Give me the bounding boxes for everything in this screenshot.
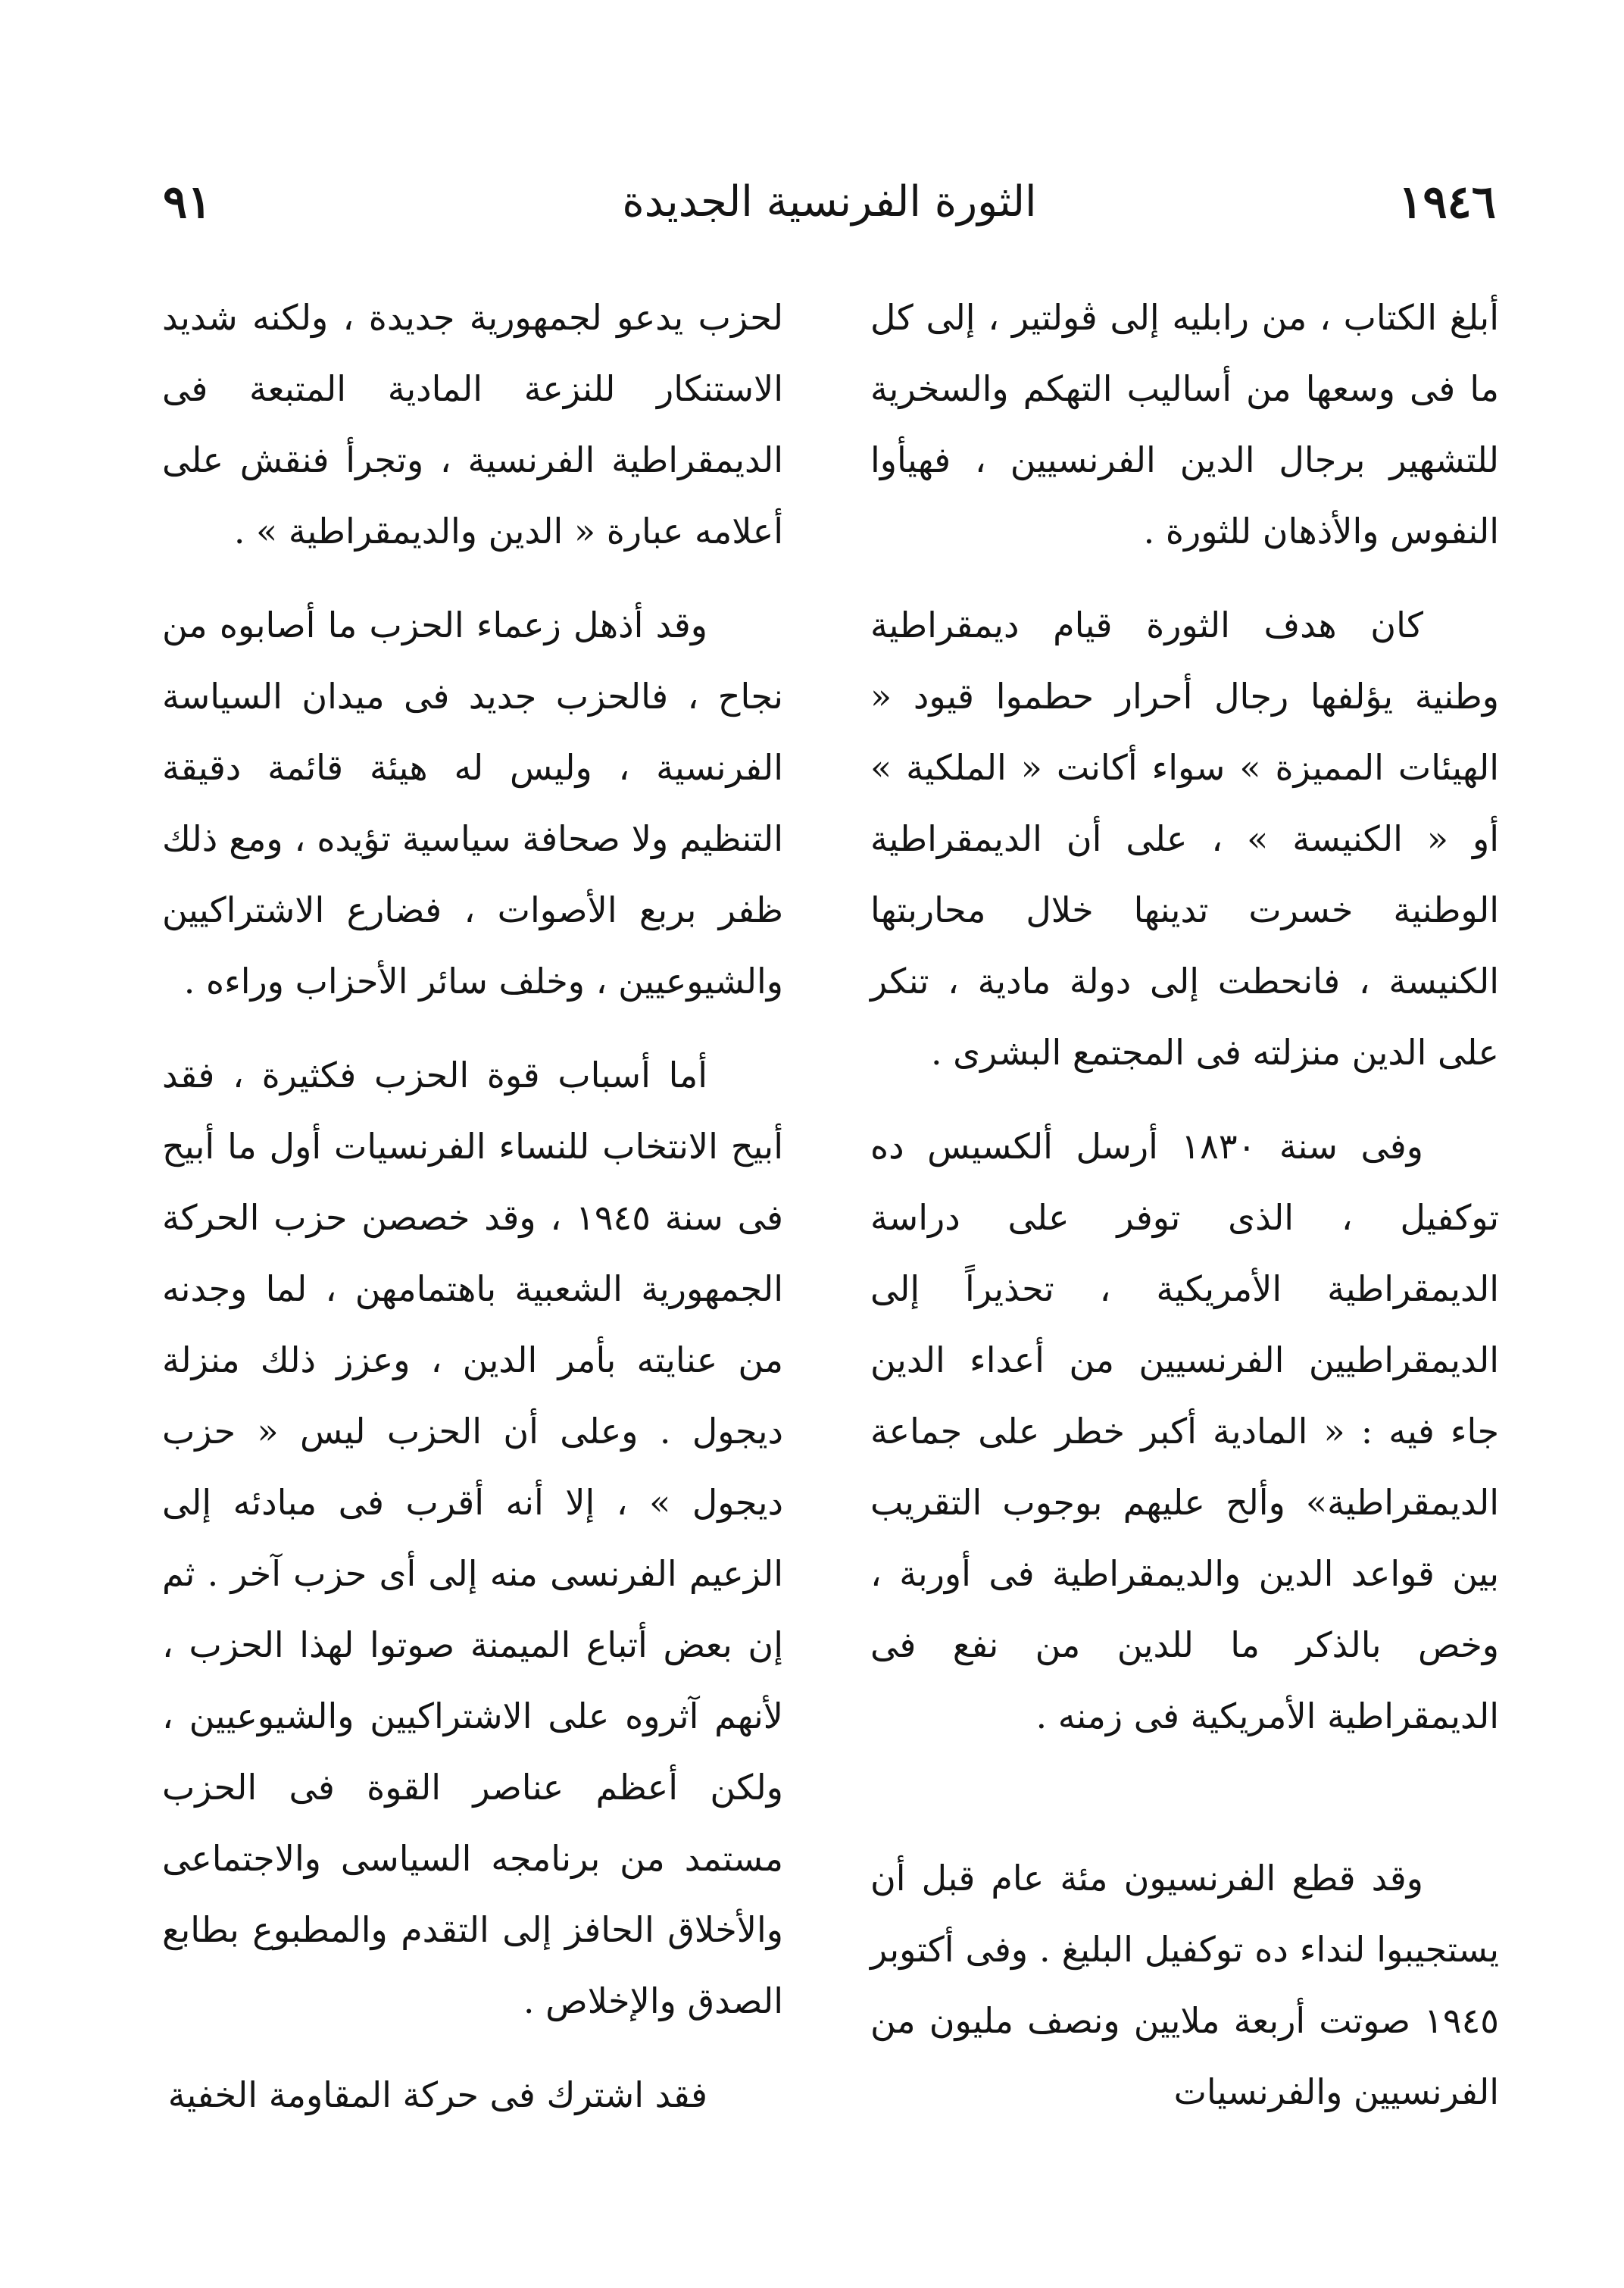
page-number: ٩١ xyxy=(163,176,212,229)
running-title: الثورة الفرنسية الجديدة xyxy=(622,177,1037,227)
paragraph: وقد قطع الفرنسيون مئة عام قبل أن يستجيبوا لنداء ده توكفيل البليغ . وفى أكتوبر ١٩٤٥ صوتت أربعة ملايين ونصف مليون من الفرنسيين والفرنسيات xyxy=(870,1858,1499,2112)
right-column xyxy=(870,282,1499,2127)
header-year: ١٩٤٦ xyxy=(1398,176,1496,229)
paragraph: أما أسباب قوة الحزب فكثيرة ، فقد أبيح الانتخاب للنساء الفرنسيات أول ما أبيح فى سنة ١٩٤٥ ، وقد خصصن حزب الحركة الجمهورية الشعبية باهتمامهن ، لما وجدنه من عنايته بأمر الدين ، وعزز ذلك منزلة ديجول . وعلى أن الحزب ليس « حزب ديجول » ، إلا أنه أقرب فى مبادئه إلى الزعيم الفرنسى منه إلى أى حزب آخر . ثم إن بعض أتباع الميمنة صوتوا لهذا الحزب ، لأنهم آثروه على الاشتراكيين والشيوعيين ، ولكن أعظم عناصر القوة فى الحزب مستمد من برنامجه السياسى والاجتماعى والأخلاق الحافز إلى التقدم والمطبوع بطابع الصدق والإخلاص . xyxy=(162,1055,783,2021)
paragraph: وفى سنة ١٨٣٠ أرسل ألكسيس ده توكفيل ، الذى توفر على دراسة الديمقراطية الأمريكية ، تحذيراً إلى الديمقراطيين الفرنسيين من أعداء الدين جاء فيه : « المادية أكبر خطر على جماعة الديمقراطية» وألح عليهم بوجوب التقريب بين قواعد الدين والديمقراطية فى أوربة ، وخص بالذكر ما للدين من نفع فى الديمقراطية الأمريكية فى زمنه . xyxy=(870,1126,1499,1736)
paragraph: فقد اشترك فى حركة المقاومة الخفية xyxy=(167,2074,707,2115)
page-header xyxy=(163,168,1496,236)
paragraph: كان هدف الثورة قيام ديمقراطية وطنية يؤلفها رجال أحرار حطموا قيود « الهيئات المميزة » سواء أكانت « الملكية » أو « الكنيسة » ، على أن الديمقراطية الوطنية خسرت تدينها خلال محاربتها الكنيسة ، فانحطت إلى دولة مادية ، تنكر على الدين منزلته فى المجتمع البشرى . xyxy=(870,605,1499,1073)
paragraph: لحزب يدعو لجمهورية جديدة ، ولكنه شديد الاستنكار للنزعة المادية المتبعة فى الديمقراطية الفرنسية ، وتجرأ فنقش على أعلامه عبارة « الدين والديمقراطية » . xyxy=(162,297,783,552)
paragraph: وقد أذهل زعماء الحزب ما أصابوه من نجاح ، فالحزب جديد فى ميدان السياسة الفرنسية ، وليس له هيئة قائمة دقيقة التنظيم ولا صحافة سياسية تؤيده ، ومع ذلك ظفر بربع الأصوات ، فضارع الاشتراكيين والشيوعيين ، وخلف سائر الأحزاب وراءه . xyxy=(162,605,783,1002)
left-column xyxy=(162,282,783,2130)
paragraph: أبلغ الكتاب ، من رابليه إلى ڤولتير ، إلى كل ما فى وسعها من أساليب التهكم والسخرية للتشهير برجال الدين الفرنسيين ، فهيأوا النفوس والأذهان للثورة . xyxy=(870,297,1499,552)
